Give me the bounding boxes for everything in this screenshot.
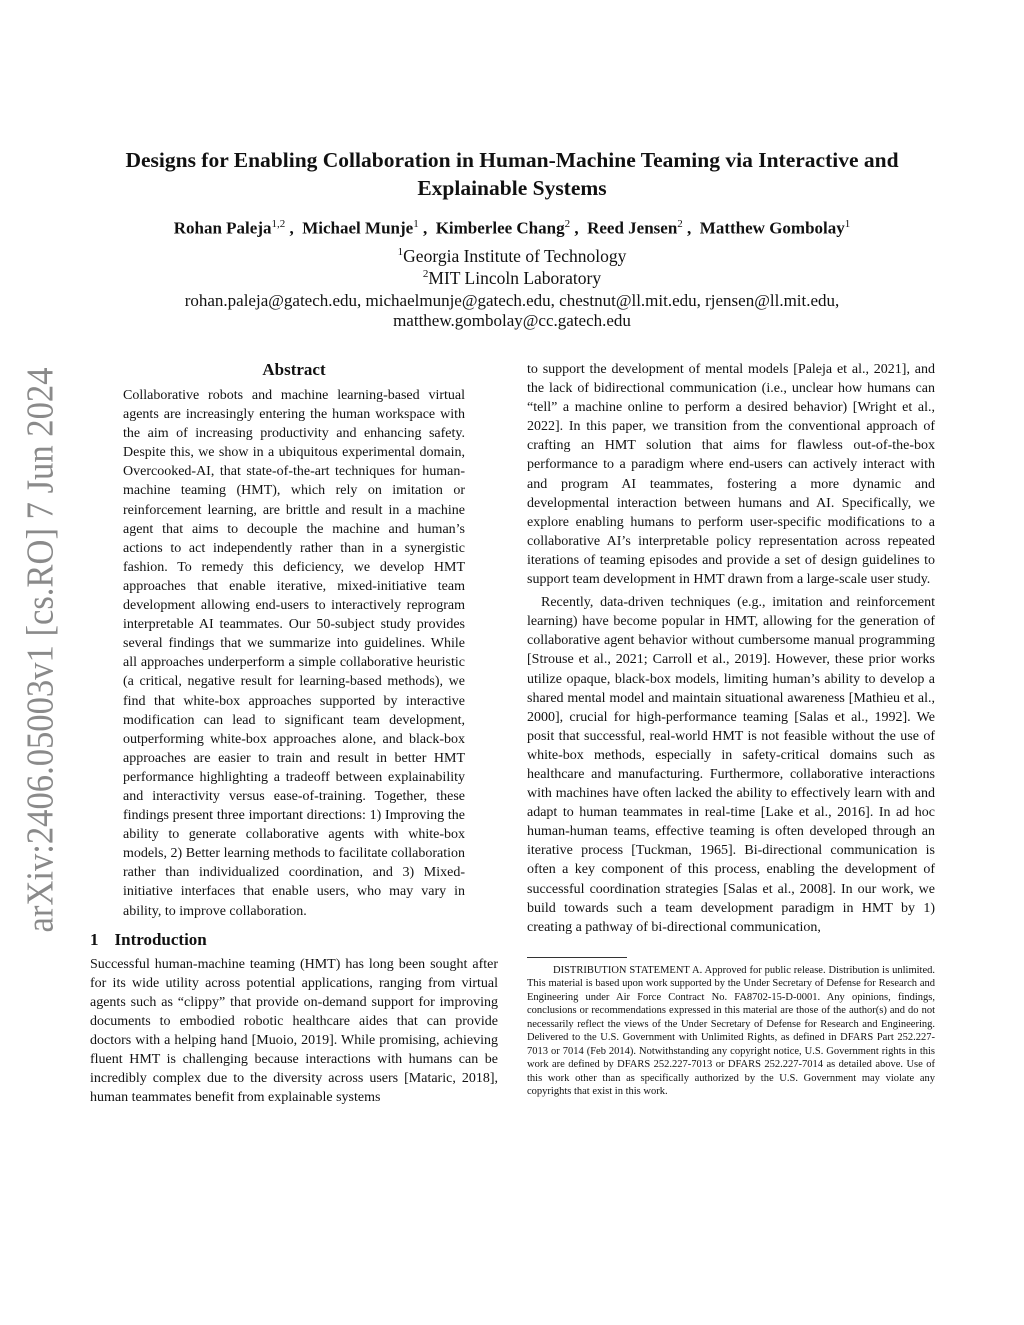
arxiv-stamp-svg <box>18 365 70 935</box>
author-affiliation-mark: 2 <box>564 218 571 230</box>
abstract-body: Collaborative robots and machine learning-based virtual agents are increasingly entering the human workspace with the aim of increasing productivity and enhancing safety. Despite this, we show in a ubiquitous experimental domain, Overcooked-AI, that state-of-the-art techniques for human-machine teaming (HMT), which rely on imitation or reinforcement learning, are brittle and result in a machine agent that aims to decouple the machine and human’s actions to act independently rather than in a synergistic fashion. To remedy this deficiency, we develop HMT approaches that enable iterative, mixed-initiative team development allowing end-users to interactively reprogram interpretable AI teammates. Our 50-subject study provides several findings that we summarize into guidelines. While all approaches underperform a simple collaborative heuristic (a critical, negative result for learning-based methods), we find that white-box approaches supported by interactive modification can lead to significant team development, outperforming white-box approaches alone, and black-box approaches are easier to train and result in better HMT performance highlighting a tradeoff between explainability and interactivity versus ease-of-training. Together, these findings present three important directions: 1) Improving the ability to generate collaborative agents with white-box models, 2) Better learning methods to facilitate collaboration rather than individualized coordination, and 3) Mixed-initiative interfaces that enable users, who may vary in ability, to improve collaboration. <box>123 388 465 919</box>
author-name: Rohan Paleja <box>173 218 272 238</box>
affiliation-name: Georgia Institute of Technology <box>403 246 627 266</box>
arxiv-identifier-stamp <box>18 365 70 935</box>
footnote-divider <box>527 957 627 958</box>
affiliation-name: MIT Lincoln Laboratory <box>428 268 602 288</box>
distribution-statement-footnote: DISTRIBUTION STATEMENT A. Approved for public release. Distribution is unlimited. This material is based upon work supported by the Under Secretary of Defense for Research and Engineering under Air Force Contract No. FA8702-15-D-0001. Any opinions, findings, conclusions or recommendations expressed in this material are those of the author(s) and do not necessarily reflect the views of the Under Secretary of Defense for Research and Engineering. Delivered to the U.S. Government with Unlimited Rights, as defined in DFARS Part 252.227-7013 or 7014 (Feb 2014). Notwithstanding any copyright notice, U.S. Government rights in this work are defined by DFARS 252.227-7013 or DFARS 252.227-7014 as detailed above. Use of this work other than as specifically authorized by the U.S. Government may violate any copyrights that exist in this work. <box>527 964 935 1098</box>
author-name: Michael Munje <box>302 218 414 238</box>
affiliation-2 <box>90 268 934 289</box>
paper-title: Designs for Enabling Collaboration in Human-Machine Teaming via Interactive and Explainable Systems <box>125 148 899 200</box>
affiliation-1 <box>90 246 934 267</box>
affiliation-mark: 1 <box>397 246 404 259</box>
section-number: 1 <box>90 929 99 949</box>
left-column <box>90 360 498 1107</box>
author-name: Matthew Gombolay <box>699 218 845 238</box>
author-list: Rohan Paleja$^{1,2}$ , Michael Munje$^1$ , Kimberlee Chang$^2$ , Reed Jensen$^2$ , Matthew Gombolay$^1$ <box>173 218 851 238</box>
intro-paragraph-2: Recently, data-driven techniques (e.g., imitation and reinforcement learning) have become popular in HMT, allowing for the generation of collaborative agent behavior without cumbersome manual programming [Strouse et al., 2021; Carroll et al., 2019]. However, these prior works utilize opaque, black-box models, limiting human’s ability to develop a shared mental model and maintain situational awareness [Mathieu et al., 2000], crucial for high-performance teaming [Salas et al., 1992]. We posit that successful, real-world HMT is not feasible without the use of white-box methods, especially in safety-critical domains such as healthcare and manufacturing. Furthermore, collaborative interactions with machines have often lacked the ability to effectively learn with and adapt to human teammates in real-time [Lake et al., 2016]. In ad hoc human-human teams, effective teaming is often developed through an iterative process [Tuckman, 1965]. Bi-directional communication is often a key component of this process, enabling the development of successful coordination strategies [Salas et al., 2008]. In our work, we build towards such a team development paradigm in HMT by 1) creating a pathway of bi-directional communication, <box>527 595 935 935</box>
abstract-heading: Abstract <box>262 360 326 379</box>
author-name: Kimberlee Chang <box>435 218 565 238</box>
intro-paragraph-1: Successful human-machine teaming (HMT) has long been sought after for its wide utility across potential applications, ranging from virtual agents such as “clippy” that provide on-demand support for improving documents to embodied robotic healthcare aides that can provide doctors with a helping hand [Muoio, 2019]. While promising, achieving fluent HMT is challenging because interactions with humans can be incredibly complex due to the diversity across users [Mataric, 2018], human teammates benefit from explainable systems <box>90 956 498 1106</box>
author-affiliation-mark: 1 <box>844 218 851 230</box>
author-affiliation-mark: 2 <box>677 218 683 230</box>
author-name: Reed Jensen <box>587 218 678 238</box>
section-title: Introduction <box>114 929 207 949</box>
author-affiliation-mark: 1 <box>413 218 419 230</box>
arxiv-id-text: arXiv:2406.05003v1 [cs.RO] 7 Jun 2024 <box>19 365 62 933</box>
author-affiliation-mark: 1,2 <box>271 218 286 230</box>
affiliation-mark: 2 <box>422 268 429 281</box>
author-emails: rohan.paleja@gatech.edu, michaelmunje@gatech.edu, chestnut@ll.mit.edu, rjensen@ll.mit.edu, matthew.gombolay@cc.gatech.edu <box>184 291 840 330</box>
right-column <box>527 360 935 1099</box>
intro-paragraph-1-continued: to support the development of mental models [Paleja et al., 2021], and the lack of bidirectional communication (i.e., unclear how humans can “tell” a machine online to perform a desired behavior) [Wright et al., 2022]. In this paper, we transition from the conventional approach of crafting an HMT solution that aims for flawless out-of-the-box performance to a paradigm where end-users can actively interact with and program AI teammates, fostering a more dynamic and developmental interaction between humans and AI. Specifically, we explore enabling humans to perform user-specific modifications to a collaborative AI’s interpretable policy representation across repeated iterations of teaming episodes and provide a set of design guidelines to support team development in HMT drawn from a large-scale user study. <box>527 362 935 588</box>
section-heading-introduction <box>90 930 498 950</box>
